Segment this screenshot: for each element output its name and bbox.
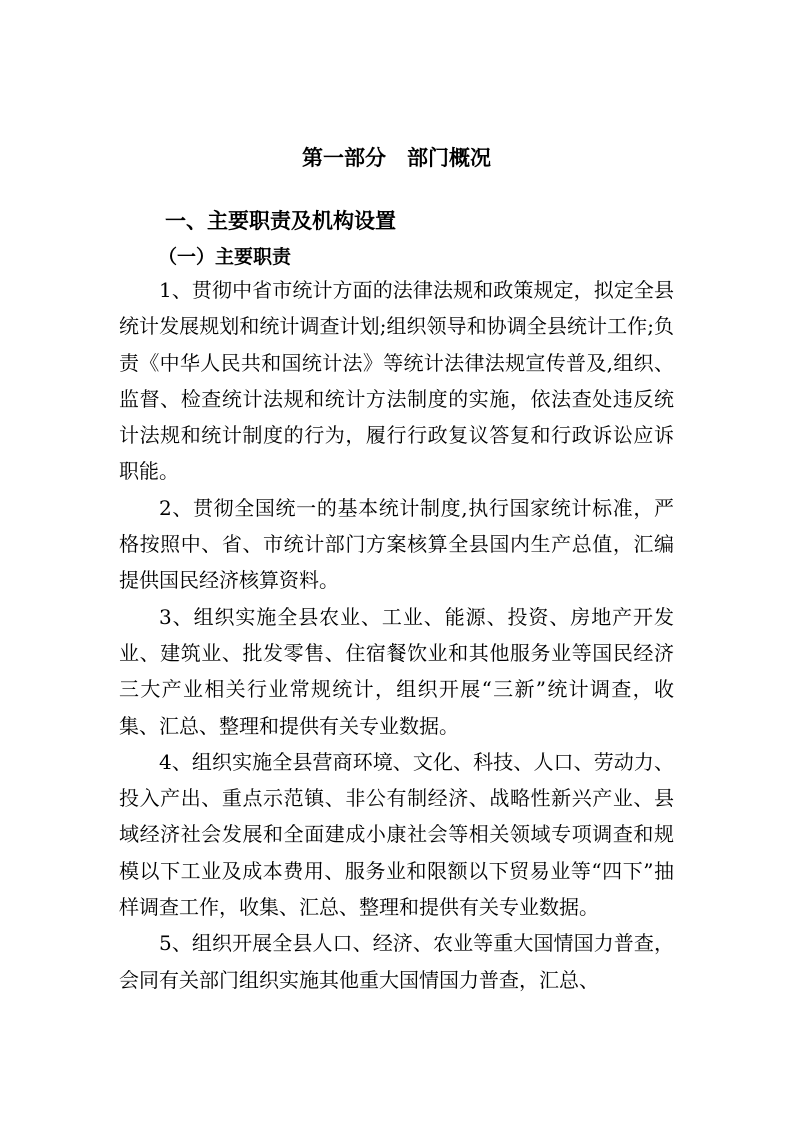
section-heading: 一、主要职责及机构设置	[165, 208, 396, 233]
paragraph-3: 3、组织实施全县农业、工业、能源、投资、房地产开发业、建筑业、批发零售、住宿餐饮业和其他服务业等国民经济三大产业相关行业常规统计，组织开展“三新”统计调查，收集、汇总、整理和提供有关专业数据。	[119, 604, 674, 738]
document-title: 第一部分 部门概况	[302, 145, 491, 170]
paragraph-5: 5、组织开展全县人口、经济、农业等重大国情国力普查，会同有关部门组织实施其他重大国情国力普查，汇总、	[119, 931, 674, 992]
sub-heading: （一）主要职责	[158, 246, 292, 268]
body-text	[119, 272, 674, 998]
paragraph-2: 2、贯彻全国统一的基本统计制度,执行国家统计标准，严格按照中、省、市统计部门方案核算全县国内生产总值，汇编提供国民经济核算资料。	[119, 495, 674, 593]
paragraph-4: 4、组织实施全县营商环境、文化、科技、人口、劳动力、投入产出、重点示范镇、非公有制经济、战略性新兴产业、县域经济社会发展和全面建成小康社会等相关领域专项调查和规模以下工业及成本费用、服务业和限额以下贸易业等“四下”抽样调查工作，收集、汇总、整理和提供有关专业数据。	[119, 749, 674, 920]
paragraph-1: 1、贯彻中省市统计方面的法律法规和政策规定，拟定全县统计发展规划和统计调查计划;组织领导和协调全县统计工作;负责《中华人民共和国统计法》等统计法律法规宣传普及,组织、监督、检查统计法规和统计方法制度的实施，依法查处违反统计法规和统计制度的行为，履行行政复议答复和行政诉讼应诉职能。	[119, 278, 674, 484]
